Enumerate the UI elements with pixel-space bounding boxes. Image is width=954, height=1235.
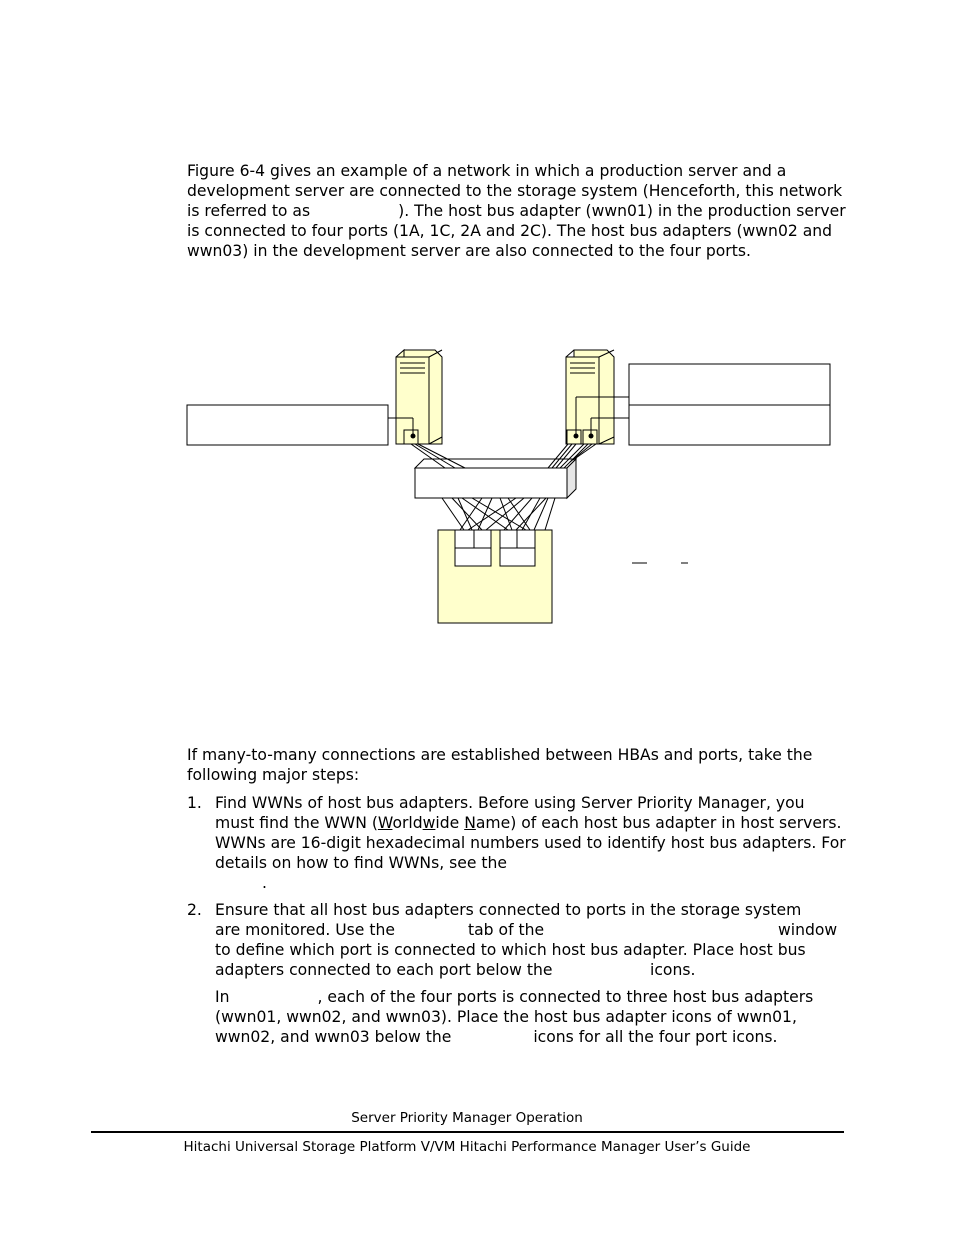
- step-2-example: In , each of the four ports is connected to three host bus adapters (wwn01, wwn02, and wwn03). Place the host bus adapter icons of wwn01, wwn02, and wwn03 below the icons for all the four port icons.: [215, 988, 814, 1046]
- production-server-icon: [396, 350, 442, 444]
- footer-rule: [91, 1131, 844, 1133]
- steps-intro: If many-to-many connections are established between HBAs and ports, take the following major steps:: [187, 746, 813, 784]
- footer-guide-title: Hitachi Universal Storage Platform V/VM Hitachi Performance Manager User’s Guide: [183, 1139, 751, 1155]
- port-1a-icon: [455, 530, 474, 548]
- intro-text-b: ). The host bus adapter (wwn01) in the production server is connected to four ports (1A, 1C, 2A and 2C). The host bus adapters (wwn02 and wwn03) in the development server are also connected to the four ports.: [187, 202, 846, 260]
- step-2-number: 2.: [187, 901, 202, 919]
- wwn-label-box-bottom: [629, 405, 830, 445]
- port-2a-icon: [500, 530, 517, 548]
- production-server-label-box: [187, 405, 388, 445]
- switch-icon: [415, 459, 576, 498]
- footer-section-title: Server Priority Manager Operation: [351, 1110, 583, 1126]
- port-2c-icon: [517, 530, 535, 548]
- step-2-text: Ensure that all host bus adapters connected to ports in the storage system are monitored. Use the tab of the window to define which port is connected to which host bus adapter. Place host bus adapters connected to each port below the icons.: [215, 901, 838, 979]
- wwn-label-box-top: [629, 364, 830, 405]
- intro-text-a: Figure 6-4 gives an example of a network in which a production server and a development server are connected to the storage system (Henceforth, this network is referred to as: [187, 162, 843, 220]
- port-1c-icon: [474, 530, 491, 548]
- step-1-text: Find WWNs of host bus adapters. Before using Server Priority Manager, you must find the WWN (Worldwide Name) of each host bus adapter in host servers. WWNs are 16-digit hexadecimal numbers used to identify host bus adapters. For details on how to find WWNs, see the .: [215, 794, 846, 892]
- step-1-number: 1.: [187, 794, 202, 812]
